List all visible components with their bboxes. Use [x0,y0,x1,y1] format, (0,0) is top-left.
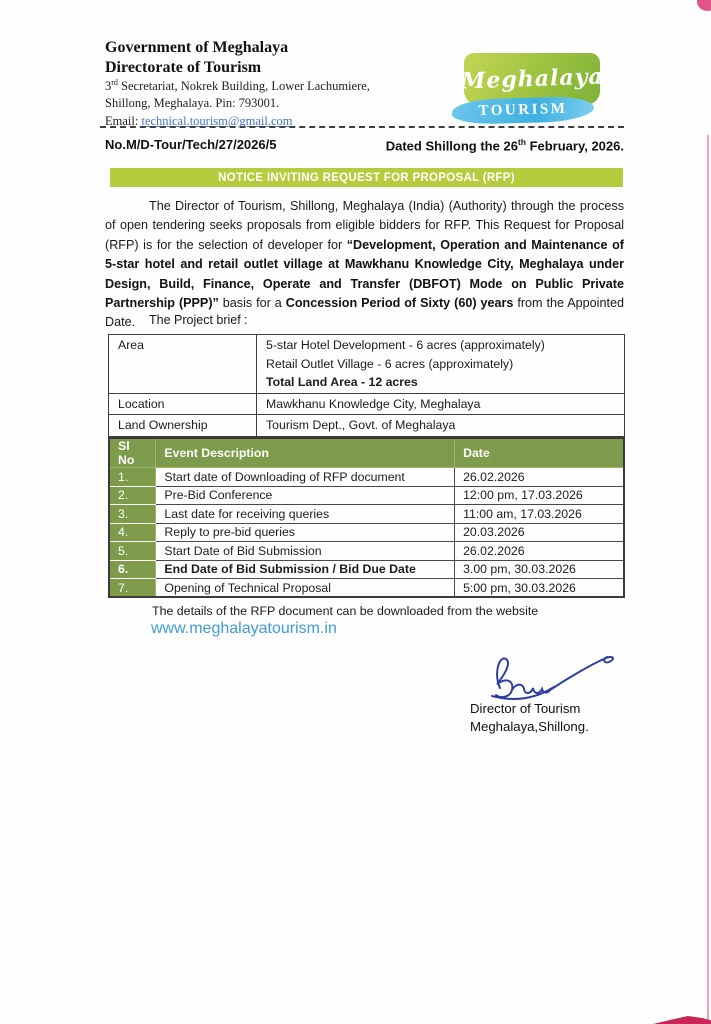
row-desc: Pre-Bid Conference [156,486,455,505]
address-line1-rest: Secretariat, Nokrek Building, Lower Lachumiere, [117,79,370,94]
row-desc: End Date of Bid Submission / Bid Due Date [156,560,455,579]
logo-brand-text: Meghalaya [460,63,604,95]
table-row [109,505,624,524]
row-desc: Opening of Technical Proposal [156,579,455,598]
row-date: 20.03.2026 [455,523,624,542]
download-note: The details of the RFP document can be downloaded from the website [152,604,539,618]
table-row [109,579,624,598]
signatory-block [470,700,589,737]
brief-label-ownership: Land Ownership [109,415,257,437]
scan-artifact-bottom-wedge [653,1016,711,1024]
intro-text-3: from the Appointed Date. [105,296,624,330]
project-brief-heading: The Project brief : [149,313,248,327]
row-no: 4. [109,523,156,542]
intro-bold-project-title: “Development, Operation and Maintenance of 5-star hotel and retail outlet village at Mawkhanu Knowledge City, Meghalaya under Design, Build, Finance, Operate and Transfer (DBFOT) Mode on Public Private Partnership (PPP)” [105,237,624,311]
brief-value-location: Mawkhanu Knowledge City, Meghalaya [257,393,625,415]
dated-line [386,137,624,153]
row-no: 7. [109,579,156,598]
notice-banner: NOTICE INVITING REQUEST FOR PROPOSAL (RFP) [110,168,623,187]
area-line-total: Total Land Area - 12 acres [266,375,418,390]
dated-text-rest: February, 2026. [525,138,624,154]
signatory-org: Meghalaya,Shillong. [470,719,589,735]
row-no: 5. [109,542,156,561]
signature-image [476,646,626,704]
reference-number: No.M/D-Tour/Tech/27/2026/5 [105,137,277,152]
dated-ordinal-sup: th [517,137,526,147]
address-line1 [105,77,370,95]
brief-value-area [257,335,625,394]
row-desc: Last date for receiving queries [156,505,455,524]
logo-blue-brushstroke [452,96,595,125]
row-date: 12:00 pm, 17.03.2026 [455,486,624,505]
table-row [109,415,625,437]
row-date: 26.02.2026 [455,468,624,487]
area-line-retail: Retail Outlet Village - 6 acres (approximately) [266,356,514,371]
event-schedule-table [108,437,625,598]
project-brief-table [108,334,625,437]
scan-artifact-edge-line [707,135,709,1024]
row-no: 2. [109,486,156,505]
table-row [109,335,625,394]
row-no: 3. [109,505,156,524]
dated-text: Dated Shillong the 26 [385,138,518,154]
brief-value-ownership: Tourism Dept., Govt. of Meghalaya [257,415,625,437]
intro-text-1: The Director of Tourism, Shillong, Meghalaya (India) (Authority) through the process of open tendering seeks proposals from eligible bidders for RFP. This Request for Proposal (RFP) is for the selection of developer for [105,199,624,252]
address-line2: Shillong, Meghalaya. Pin: 793001. [105,96,280,111]
address-ordinal-sup: rd [111,78,118,88]
row-date: 11:00 am, 17.03.2026 [455,505,624,524]
table-row [109,542,624,561]
org-name-line1: Government of Meghalaya [105,39,289,56]
email-link[interactable]: technical.tourism@gmail.com [141,113,293,128]
email-label: Email: [105,113,142,128]
signatory-title: Director of Tourism [470,701,581,716]
brief-label-area: Area [109,335,257,394]
intro-text-2: basis for a [218,296,286,311]
table-row [109,523,624,542]
table-header-row [109,438,624,468]
row-desc: Reply to pre-bid queries [156,523,455,542]
logo-tagline-text: TOURISM [478,100,568,120]
header-sl-no: Sl No [109,438,156,468]
dashed-separator [100,126,624,128]
area-line-hotel: 5-star Hotel Development - 6 acres (approximately) [266,338,545,352]
table-row [109,486,624,505]
row-date: 3.00 pm, 30.03.2026 [455,560,624,579]
org-name-line2: Directorate of Tourism [105,58,262,76]
letterhead [105,38,370,130]
scan-artifact-corner-blob [697,0,711,11]
header-date: Date [455,438,624,468]
website-link[interactable]: www.meghalayatourism.in [151,620,337,637]
row-desc: Start date of Downloading of RFP document [156,468,455,487]
table-row [109,468,624,487]
row-no: 1. [109,468,156,487]
meghalaya-tourism-logo [452,53,604,125]
table-row-bid-due-date [109,560,624,579]
intro-bold-concession: Concession Period of Sixty (60) years [285,296,514,311]
row-date: 5:00 pm, 30.03.2026 [455,579,624,598]
table-row [109,393,625,415]
row-no: 6. [109,560,156,579]
row-desc: Start Date of Bid Submission [156,542,455,561]
row-date: 26.02.2026 [455,542,624,561]
brief-label-location: Location [109,393,257,415]
address-line1-number: 3 [105,79,112,94]
reference-line [105,137,624,153]
header-event-description: Event Description [156,438,455,468]
